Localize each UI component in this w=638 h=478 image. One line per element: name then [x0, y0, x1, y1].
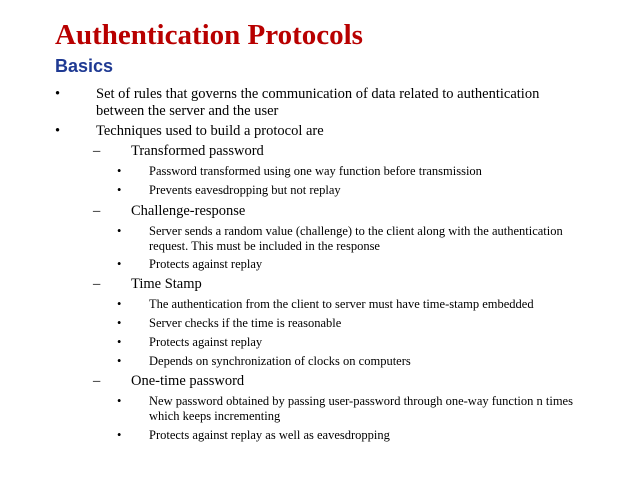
bullet-marker: • — [117, 428, 122, 442]
technique-name: Transformed password — [131, 143, 264, 159]
bullet-text-line: Set of rules that governs the communication of data related to authentication — [96, 86, 540, 102]
dash-marker: – — [93, 373, 101, 389]
bullet-marker: • — [117, 224, 122, 238]
technique-name: Challenge-response — [131, 203, 246, 219]
point-text-line: Depends on synchronization of clocks on computers — [149, 354, 411, 368]
point-text-line: The authentication from the client to server must have time-stamp embedded — [149, 297, 534, 311]
bullet-marker: • — [117, 183, 122, 197]
point-text-line: Prevents eavesdropping but not replay — [149, 183, 341, 197]
point-text-line: Password transformed using one way function before transmission — [149, 164, 482, 178]
bullet-marker: • — [117, 297, 122, 311]
point-text-line: New password obtained by passing user-password through one-way function n times — [149, 394, 573, 408]
technique-name: One-time password — [131, 373, 245, 389]
dash-marker: – — [93, 143, 101, 159]
point-text-line: Protects against replay as well as eavesdropping — [149, 428, 390, 442]
point-text-line: which keeps incrementing — [149, 409, 281, 423]
bullet-marker: • — [117, 394, 122, 408]
dash-marker: – — [93, 276, 101, 292]
slide-subtitle: Basics — [55, 56, 114, 76]
point-text-line: request. This must be included in the response — [149, 239, 380, 253]
bullet-marker: • — [55, 123, 61, 139]
bullet-marker: • — [117, 335, 122, 349]
bullet-marker: • — [55, 86, 61, 102]
bullet-marker: • — [117, 316, 122, 330]
bullet-marker: • — [117, 257, 122, 271]
bullet-text-line: Techniques used to build a protocol are — [96, 123, 324, 139]
slide-title: Authentication Protocols — [55, 19, 363, 51]
bullet-text-line: between the server and the user — [96, 103, 279, 119]
point-text-line: Protects against replay — [149, 257, 263, 271]
bullet-marker: • — [117, 164, 122, 178]
dash-marker: – — [93, 203, 101, 219]
technique-name: Time Stamp — [131, 276, 202, 292]
bullet-marker: • — [117, 354, 122, 368]
point-text-line: Server sends a random value (challenge) to the client along with the authentication — [149, 224, 563, 238]
point-text-line: Protects against replay — [149, 335, 263, 349]
point-text-line: Server checks if the time is reasonable — [149, 316, 342, 330]
